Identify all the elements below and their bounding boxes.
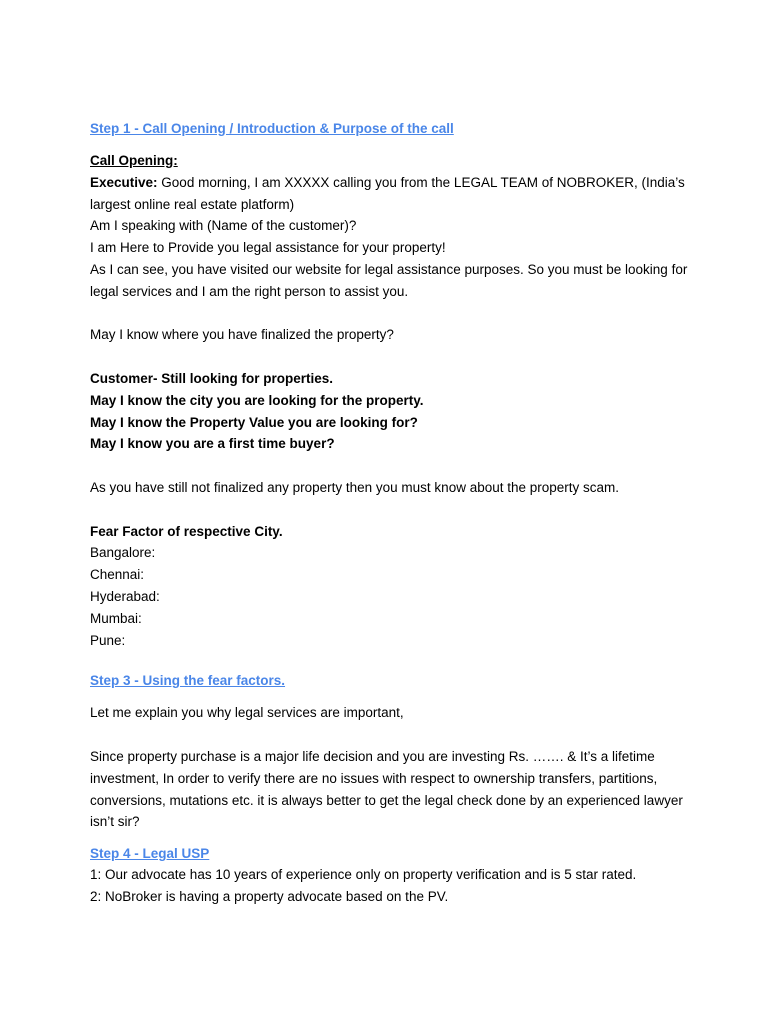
scam-line: As you have still not finalized any property then you must know about the property scam. (90, 479, 620, 495)
first-time-buyer-question: May I know you are a first time buyer? (90, 436, 335, 452)
executive-text: Good morning, I am XXXXX calling you from the LEGAL TEAM of NOBROKER, (India’s largest online real estate platform) (90, 174, 685, 212)
document-body (90, 119, 690, 908)
city-question: May I know the city you are looking for the property. (90, 392, 424, 408)
executive-label: Executive: (90, 174, 158, 190)
step4-heading: Step 4 - Legal USP (90, 846, 210, 862)
fear-factor-heading: Fear Factor of respective City. (90, 523, 283, 539)
step1-heading: Step 1 - Call Opening / Introduction & Purpose of the call (90, 121, 454, 136)
speaking-line: Am I speaking with (Name of the customer)? (90, 218, 357, 234)
customer-still-looking: Customer- Still looking for properties. (90, 370, 334, 386)
usp-point-1: 1: Our advocate has 10 years of experience only on property verification and is 5 star rated. (90, 867, 637, 883)
visited-paragraph: As I can see, you have visited our website for legal assistance purposes. So you must be looking for legal services and I am the right person to assist you. (90, 261, 688, 299)
assistance-line: I am Here to Provide you legal assistance for your property! (90, 240, 446, 256)
investment-paragraph: Since property purchase is a major life decision and you are investing Rs. ……. & It’s a lifetime investment, In order to verify there are no issues with respect to ownership transfers, partitions, conversions, mutations etc. it is always better to get the legal check done by an experienced lawyer isn’t sir? (90, 748, 683, 830)
call-opening-label: Call Opening: (90, 153, 178, 168)
city-pune: Pune: (90, 632, 126, 648)
city-hyderabad: Hyderabad: (90, 588, 160, 604)
city-chennai: Chennai: (90, 567, 145, 583)
city-bangalore: Bangalore: (90, 545, 156, 561)
usp-point-2: 2: NoBroker is having a property advocate based on the PV. (90, 888, 449, 904)
property-value-question: May I know the Property Value you are looking for? (90, 414, 418, 430)
finalized-question: May I know where you have finalized the property? (90, 327, 394, 343)
explain-line: Let me explain you why legal services are important, (90, 705, 404, 721)
city-mumbai: Mumbai: (90, 610, 142, 626)
step3-heading: Step 3 - Using the fear factors. (90, 673, 286, 689)
executive-paragraph (90, 172, 690, 216)
